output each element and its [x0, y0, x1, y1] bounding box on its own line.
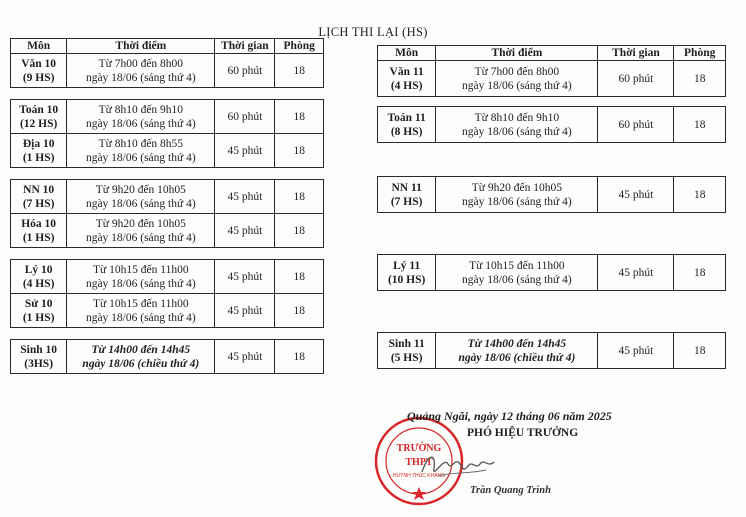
- time-cell: [67, 294, 215, 328]
- cell-line: Văn 11: [389, 65, 424, 78]
- cell-line: (7 HS): [390, 195, 423, 208]
- cell-line: ngày 18/06 (sáng thứ 4): [462, 79, 572, 92]
- cell-line: (12 HS): [19, 117, 58, 130]
- table-row: [378, 333, 726, 369]
- cell-line: Từ 14h00 đến 14h45: [91, 343, 191, 356]
- table-row: [378, 177, 726, 213]
- table-row: [11, 294, 324, 328]
- cell-line: ngày 18/06 (sáng thứ 4): [85, 151, 196, 164]
- place-date: Quảng Ngãi, ngày 12 tháng 06 năm 2025: [407, 409, 612, 423]
- subject-cell: [11, 340, 67, 374]
- group-gap: [378, 213, 726, 255]
- subject-cell: [11, 294, 67, 328]
- cell-line: (3HS): [24, 357, 54, 370]
- cell-line: (1 HS): [22, 231, 55, 244]
- left-schedule-table: [10, 38, 324, 374]
- header-duration: Thời gian: [215, 39, 275, 54]
- table-row: [11, 134, 324, 168]
- duration-cell: 45 phút: [215, 180, 275, 214]
- cell-line: ngày 18/06 (sáng thứ 4): [462, 195, 572, 208]
- cell-line: (1 HS): [22, 311, 55, 324]
- time-cell: [67, 340, 215, 374]
- header-duration: Thời gian: [598, 46, 674, 61]
- table-row: [378, 61, 726, 97]
- subject-cell: [11, 180, 67, 214]
- subject-cell: [378, 177, 436, 213]
- cell-line: Văn 10: [21, 57, 57, 70]
- cell-line: ngày 18/06 (chiều thứ 4): [82, 357, 200, 370]
- cell-line: Từ 10h15 đến 11h00: [469, 259, 565, 272]
- cell-line: Địa 10: [22, 137, 55, 150]
- room-cell: 18: [275, 180, 324, 214]
- cell-line: Từ 8h10 đến 9h10: [474, 111, 560, 124]
- cell-line: (9 HS): [22, 71, 55, 84]
- signer-role: PHÓ HIỆU TRƯỞNG: [467, 427, 579, 439]
- right-schedule-table: [377, 45, 726, 369]
- cell-line: Sinh 11: [388, 337, 425, 350]
- table-row: [11, 100, 324, 134]
- cell-line: (4 HS): [390, 79, 423, 92]
- subject-cell: [11, 260, 67, 294]
- subject-cell: [11, 214, 67, 248]
- cell-line: Từ 9h20 đến 10h05: [95, 183, 186, 196]
- time-cell: [436, 177, 598, 213]
- group-gap: [378, 291, 726, 333]
- room-cell: 18: [674, 61, 726, 97]
- cell-line: ngày 18/06 (sáng thứ 4): [85, 311, 196, 324]
- cell-line: ngày 18/06 (sáng thứ 4): [462, 273, 572, 286]
- seal-top-text: TRƯỜNG: [396, 443, 442, 454]
- duration-cell: 45 phút: [598, 255, 674, 291]
- room-cell: 18: [275, 214, 324, 248]
- table-row: [11, 180, 324, 214]
- table-row: [11, 54, 324, 88]
- subject-cell: [378, 255, 436, 291]
- subject-cell: [11, 134, 67, 168]
- cell-line: Từ 10h15 đến 11h00: [93, 263, 189, 276]
- page-title: LỊCH THI LẠI (HS): [318, 25, 428, 39]
- cell-line: ngày 18/06 (sáng thứ 4): [85, 197, 196, 210]
- cell-line: (10 HS): [387, 273, 426, 286]
- cell-line: Lý 11: [393, 259, 421, 272]
- room-cell: 18: [674, 333, 726, 369]
- cell-line: (7 HS): [22, 197, 55, 210]
- time-cell: [436, 333, 598, 369]
- seal-mid-text: THPT: [405, 457, 433, 468]
- header-room: Phòng: [275, 39, 324, 54]
- cell-line: Từ 7h00 đến 8h00: [474, 65, 560, 78]
- room-cell: 18: [275, 54, 324, 88]
- duration-cell: 45 phút: [598, 333, 674, 369]
- subject-cell: [378, 333, 436, 369]
- subject-cell: [11, 100, 67, 134]
- duration-cell: 60 phút: [598, 61, 674, 97]
- time-cell: [67, 134, 215, 168]
- header-row: [378, 46, 726, 61]
- cell-line: Từ 10h15 đến 11h00: [93, 297, 189, 310]
- cell-line: Sử 10: [24, 297, 53, 310]
- cell-line: Từ 8h10 đến 9h10: [98, 103, 184, 116]
- table-row: [378, 255, 726, 291]
- duration-cell: 45 phút: [215, 214, 275, 248]
- cell-line: ngày 18/06 (sáng thứ 4): [85, 117, 196, 130]
- room-cell: 18: [275, 134, 324, 168]
- duration-cell: 60 phút: [598, 107, 674, 143]
- seal-bottom-text: HUỲNH THÚC KHÁNG: [392, 473, 446, 479]
- cell-line: ngày 18/06 (chiều thứ 4): [458, 351, 576, 364]
- group-gap: [378, 143, 726, 177]
- subject-cell: [11, 54, 67, 88]
- duration-cell: 60 phút: [215, 54, 275, 88]
- subject-cell: [378, 61, 436, 97]
- cell-line: Từ 9h20 đến 10h05: [471, 181, 563, 194]
- room-cell: 18: [275, 294, 324, 328]
- duration-cell: 45 phút: [215, 260, 275, 294]
- cell-line: ngày 18/06 (sáng thứ 4): [462, 125, 572, 138]
- room-cell: 18: [275, 260, 324, 294]
- time-cell: [436, 61, 598, 97]
- header-room: Phòng: [674, 46, 726, 61]
- group-gap: [11, 248, 324, 260]
- cell-line: Sinh 10: [20, 343, 58, 356]
- duration-cell: 45 phút: [215, 294, 275, 328]
- table-row: [11, 260, 324, 294]
- header-subject: Môn: [11, 39, 67, 54]
- group-gap: [378, 97, 726, 107]
- duration-cell: 45 phút: [598, 177, 674, 213]
- group-gap: [11, 168, 324, 180]
- group-gap: [11, 328, 324, 340]
- seal-star-icon: [412, 487, 426, 500]
- cell-line: (5 HS): [390, 351, 423, 364]
- cell-line: NN 10: [23, 183, 55, 196]
- cell-line: (4 HS): [22, 277, 55, 290]
- cell-line: (8 HS): [390, 125, 423, 138]
- room-cell: 18: [674, 255, 726, 291]
- cell-line: ngày 18/06 (sáng thứ 4): [85, 231, 196, 244]
- group-gap: [11, 88, 324, 100]
- time-cell: [67, 54, 215, 88]
- room-cell: 18: [674, 107, 726, 143]
- room-cell: 18: [275, 340, 324, 374]
- table-row: [378, 107, 726, 143]
- header-time: Thời điểm: [436, 46, 598, 61]
- cell-line: Lý 10: [24, 263, 53, 276]
- cell-line: NN 11: [391, 181, 422, 194]
- time-cell: [67, 100, 215, 134]
- header-row: [11, 39, 324, 54]
- cell-line: Từ 9h20 đến 10h05: [95, 217, 186, 230]
- room-cell: 18: [275, 100, 324, 134]
- table-row: [11, 340, 324, 374]
- cell-line: Từ 7h00 đến 8h00: [98, 57, 184, 70]
- cell-line: (1 HS): [22, 151, 55, 164]
- time-cell: [436, 255, 598, 291]
- cell-line: ngày 18/06 (sáng thứ 4): [85, 71, 196, 84]
- cell-line: Từ 14h00 đến 14h45: [467, 337, 567, 350]
- cell-line: ngày 18/06 (sáng thứ 4): [85, 277, 196, 290]
- signature: [418, 446, 498, 484]
- table-row: [11, 214, 324, 248]
- time-cell: [67, 180, 215, 214]
- time-cell: [67, 214, 215, 248]
- duration-cell: 45 phút: [215, 340, 275, 374]
- cell-line: Toán 11: [387, 111, 426, 124]
- header-time: Thời điểm: [67, 39, 215, 54]
- subject-cell: [378, 107, 436, 143]
- room-cell: 18: [674, 177, 726, 213]
- signer-name: Trần Quang Trình: [470, 485, 551, 496]
- time-cell: [67, 260, 215, 294]
- duration-cell: 60 phút: [215, 100, 275, 134]
- cell-line: Từ 8h10 đến 8h55: [98, 137, 184, 150]
- cell-line: Toán 10: [19, 103, 59, 116]
- time-cell: [436, 107, 598, 143]
- cell-line: Hóa 10: [21, 217, 57, 230]
- header-subject: Môn: [378, 46, 436, 61]
- duration-cell: 45 phút: [215, 134, 275, 168]
